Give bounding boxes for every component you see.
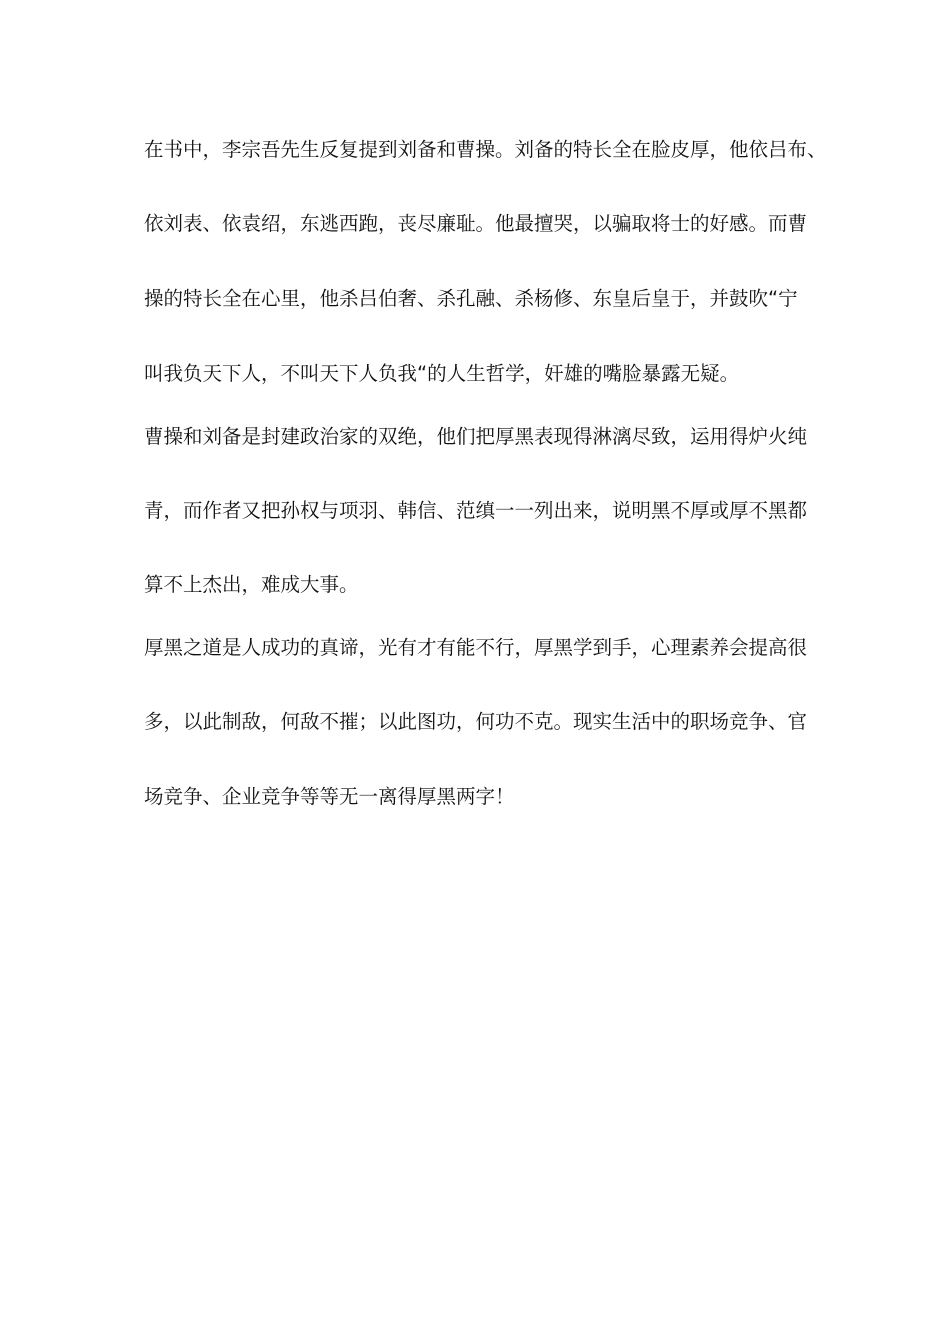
text-line: 青，而作者又把孙权与项羽、韩信、范缜一一列出来，说明黑不厚或厚不黑都 (144, 499, 808, 522)
text-line: 场竞争、企业竞争等等无一离得厚黑两字！ (144, 785, 515, 808)
text-line: 依刘表、依袁绍，东逃西跑，丧尽廉耻。他最擅哭，以骗取将士的好感。而曹 (144, 212, 808, 235)
text-line: 算不上杰出，难成大事。 (144, 573, 359, 596)
text-line: 操的特长全在心里，他杀吕伯奢、杀孔融、杀杨修、东皇后皇于，并鼓吹“宁 (144, 287, 798, 310)
text-line: 在书中，李宗吾先生反复提到刘备和曹操。刘备的特长全在脸皮厚，他依吕布、 (144, 138, 827, 161)
text-line: 曹操和刘备是封建政治家的双绝，他们把厚黑表现得淋漓尽致，运用得炉火纯 (144, 425, 808, 448)
text-line: 叫我负天下人，不叫天下人负我“的人生哲学，奸雄的嘴脸暴露无疑。 (144, 362, 740, 385)
text-line: 多，以此制敌，何敌不摧；以此图功，何功不克。现实生活中的职场竞争、官 (144, 710, 808, 733)
text-line: 厚黑之道是人成功的真谛，光有才有能不行，厚黑学到手，心理素养会提高很 (144, 636, 808, 659)
